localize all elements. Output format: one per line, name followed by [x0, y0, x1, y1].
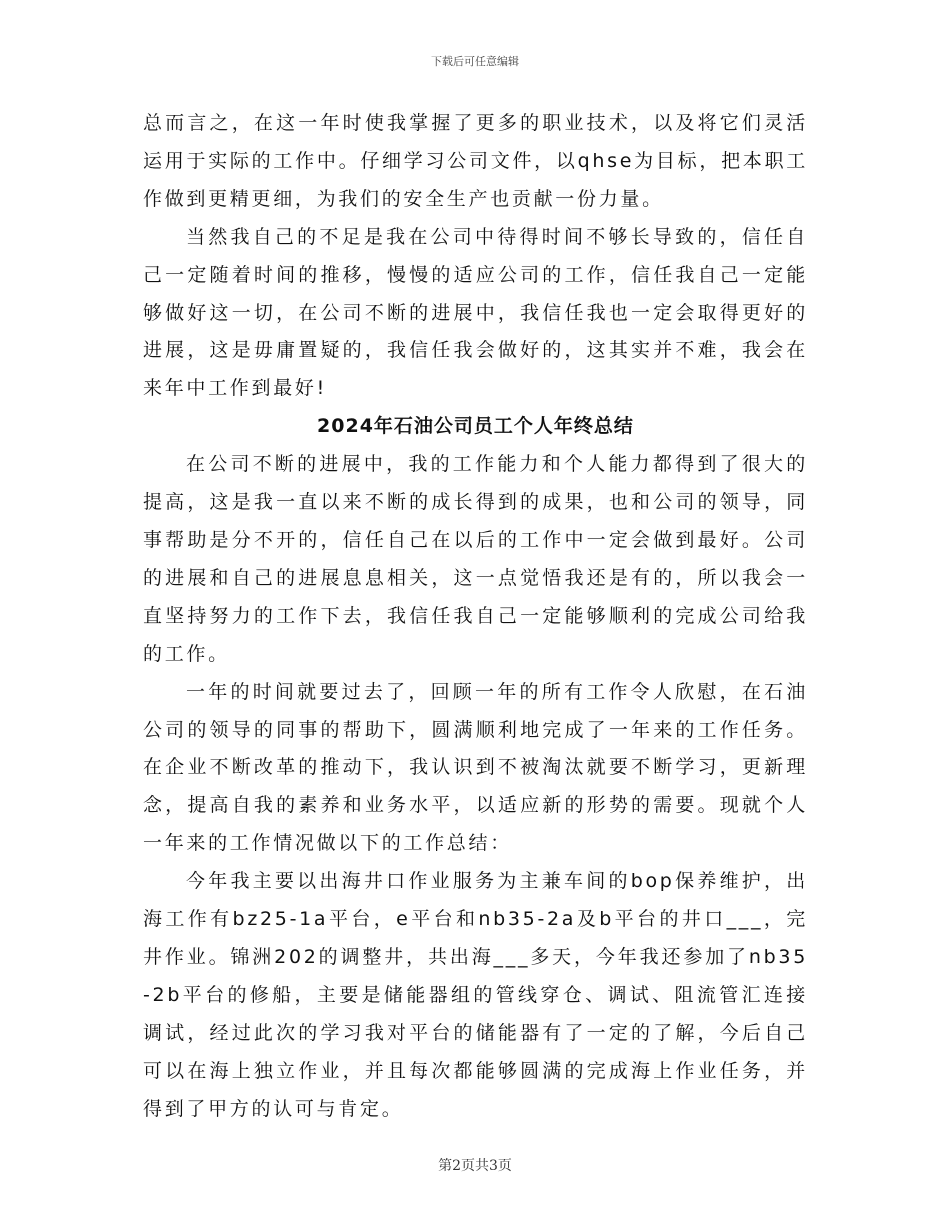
- document-body: [143, 105, 808, 1128]
- paragraph-offshore-work: 今年我主要以出海井口作业服务为主兼车间的bop保养维护，出海工作有bz25-1a平台，e平台和nb35-2a及b平台的井口___，完井作业。锦洲202的调整井，共出海___多天，今年我还参加了nb35-2b平台的修船，主要是储能器组的管线穿仓、调试、阻流管汇连接调试，经过此次的学习我对平台的储能器有了一定的了解，今后自己可以在海上独立作业，并且每次都能够圆满的完成海上作业任务，并得到了甲方的认可与肯定。: [143, 870, 808, 1120]
- paragraph-summary: 总而言之，在这一年时使我掌握了更多的职业技术，以及将它们灵活运用于实际的工作中。仔细学习公司文件，以qhse为目标，把本职工作做到更精更细，为我们的安全生产也贡献一份力量。: [143, 112, 808, 210]
- page-number: 第2页共3页: [438, 1158, 512, 1174]
- paragraph-review: 一年的时间就要过去了，回顾一年的所有工作令人欣慰，在石油公司的领导的同事的帮助下，圆满顺利地完成了一年来的工作任务。在企业不断改革的推动下，我认识到不被淘汰就要不断学习，更新理念，提高自我的素养和业务水平，以适应新的形势的需要。现就个人一年来的工作情况做以下的工作总结：: [143, 680, 808, 855]
- page-header: 下载后可任意编辑: [431, 55, 519, 68]
- section-title: 2024年石油公司员工个人年终总结: [317, 415, 634, 438]
- paragraph-shortcomings: 当然我自己的不足是我在公司中待得时间不够长导致的，信任自己一定随着时间的推移，慢慢的适应公司的工作，信任我自己一定能够做好这一切，在公司不断的进展中，我信任我也一定会取得更好的进展，这是毋庸置疑的，我信任我会做好的，这其实并不难，我会在来年中工作到最好!: [143, 225, 808, 400]
- paragraph-growth: 在公司不断的进展中，我的工作能力和个人能力都得到了很大的提高，这是我一直以来不断的成长得到的成果，也和公司的领导，同事帮助是分不开的，信任自己在以后的工作中一定会做到最好。公司的进展和自己的进展息息相关，这一点觉悟我还是有的，所以我会一直坚持努力的工作下去，我信任我自己一定能够顺利的完成公司给我的工作。: [143, 453, 808, 665]
